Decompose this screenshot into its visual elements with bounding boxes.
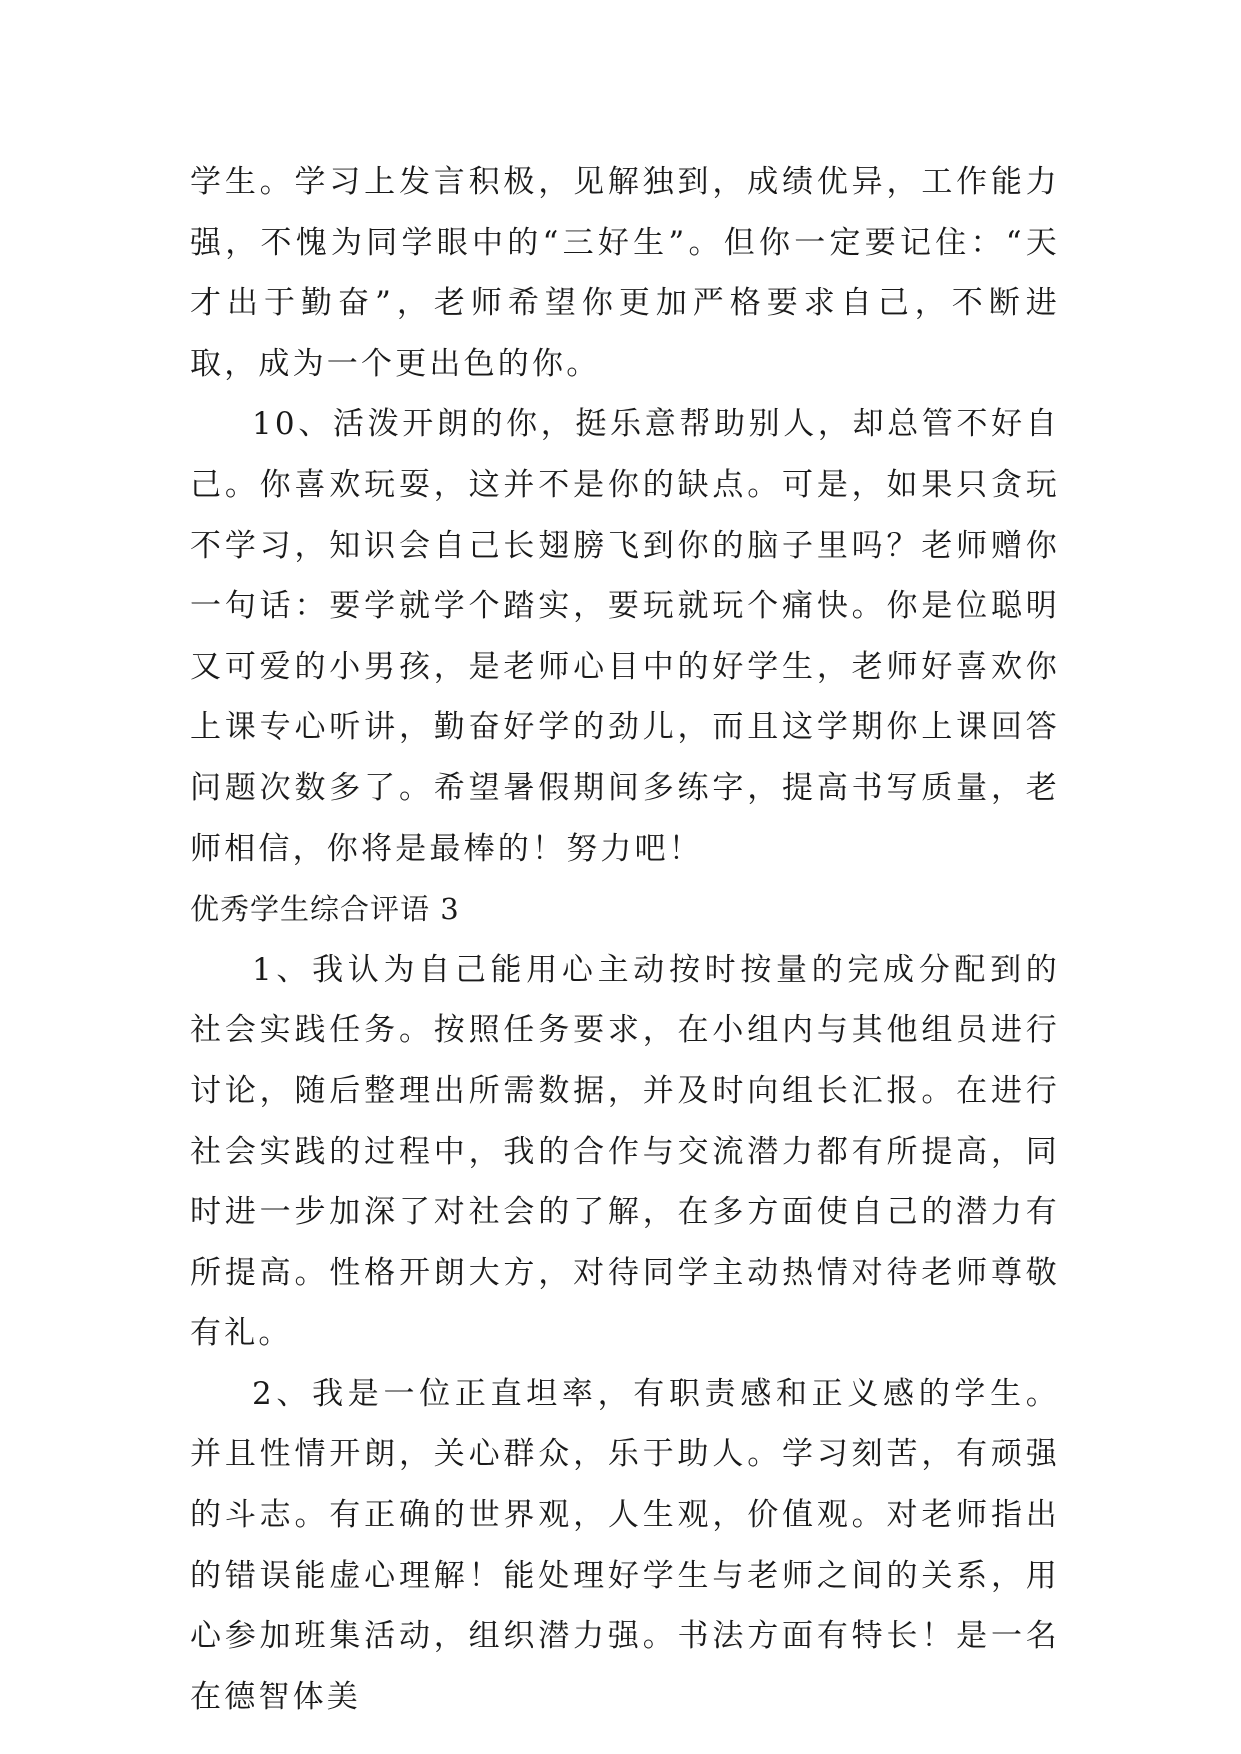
comment-paragraph-10: 10、活泼开朗的你，挺乐意帮助别人，却总管不好自己。你喜欢玩耍，这并不是你的缺点。可是，如果只贪玩不学习，知识会自己长翅膀飞到你的脑子里吗？老师赠你一句话：要学就学个踏实，要玩就玩个痛快。你是位聪明又可爱的小男孩，是老师心目中的好学生，老师好喜欢你上课专心听讲，勤奋好学的劲儿，而且这学期你上课回答问题次数多了。希望暑假期间多练字，提高书写质量，老师相信，你将是最棒的！努力吧！ — [190, 406, 1060, 867]
section-paragraph-1: 1、我认为自己能用心主动按时按量的完成分配到的社会实践任务。按照任务要求，在小组内与其他组员进行讨论，随后整理出所需数据，并及时向组长汇报。在进行社会实践的过程中，我的合作与交流潜力都有所提高，同时进一步加深了对社会的了解，在多方面使自己的潜力有所提高。性格开朗大方，对待同学主动热情对待老师尊敬有礼。 — [190, 951, 1060, 1352]
document-body — [190, 152, 1060, 1727]
section-heading: 优秀学生综合评语 3 — [190, 892, 460, 927]
section-paragraph-2: 2、我是一位正直坦率，有职责感和正义感的学生。并且性情开朗，关心群众，乐于助人。学习刻苦，有顽强的斗志。有正确的世界观，人生观，价值观。对老师指出的错误能虚心理解！能处理好学生与老师之间的关系，用心参加班集活动，组织潜力强。书法方面有特长！是一名在德智体美 — [190, 1375, 1060, 1715]
continued-paragraph: 学生。学习上发言积极，见解独到，成绩优异，工作能力强，不愧为同学眼中的“三好生”。但你一定要记住：“天才出于勤奋”，老师希望你更加严格要求自己，不断进取，成为一个更出色的你。 — [190, 164, 1060, 382]
